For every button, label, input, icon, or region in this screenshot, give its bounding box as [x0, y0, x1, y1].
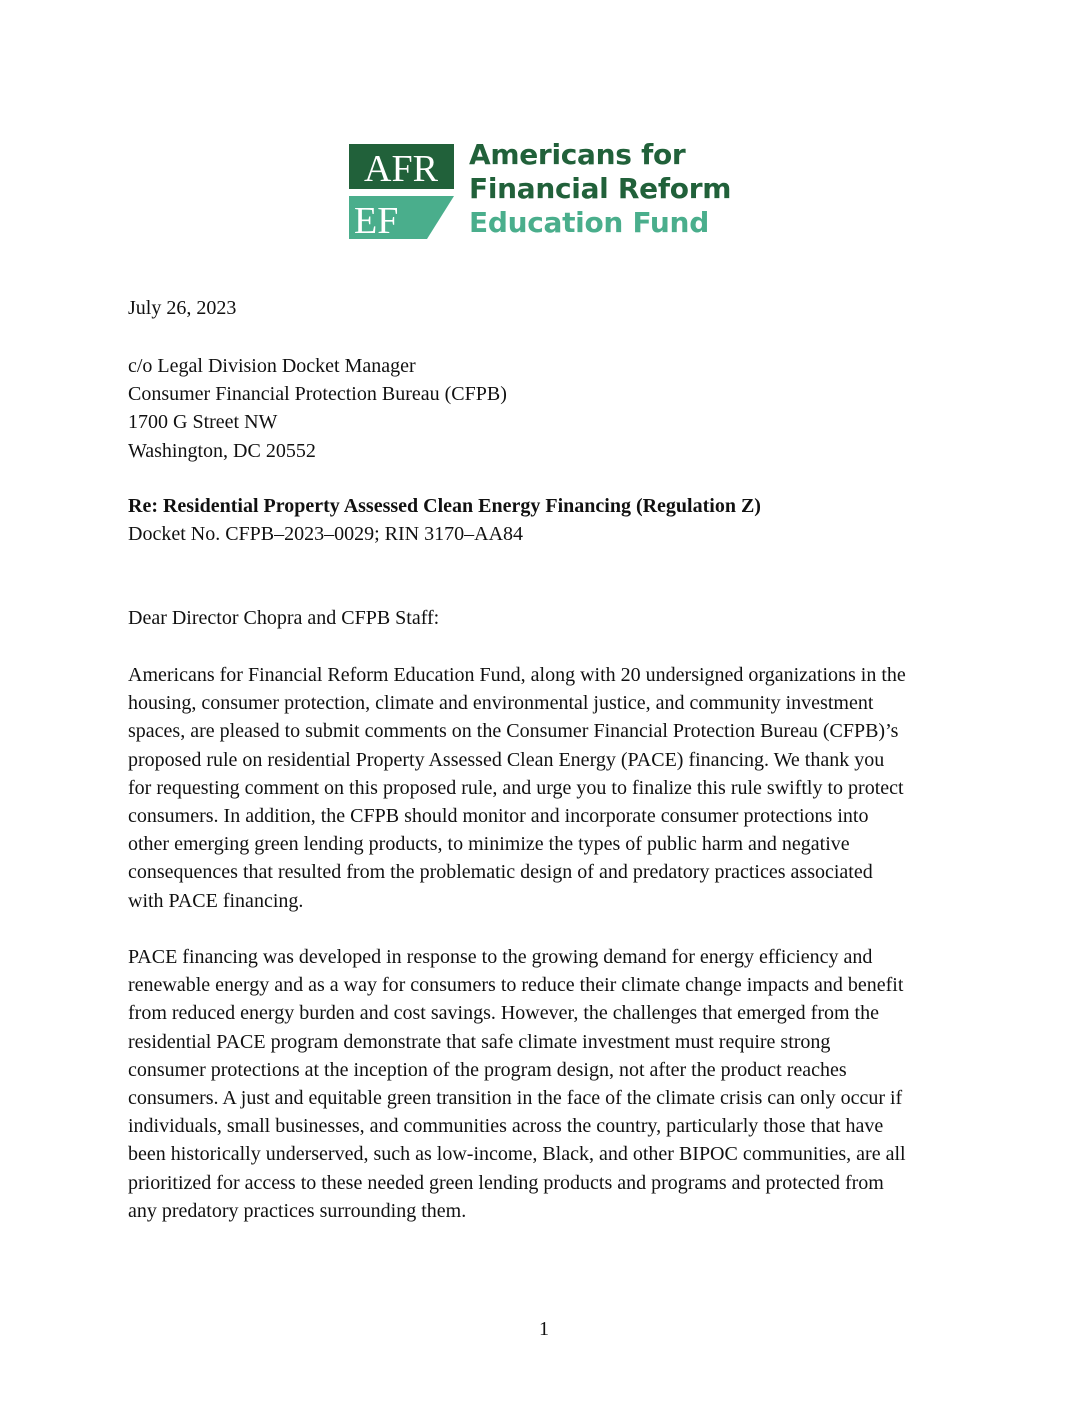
paragraph-line: consequences that resulted from the problematic design of and predatory practices associated: [128, 861, 873, 884]
paragraph-line: been historically underserved, such as low-income, Black, and other BIPOC communities, are all: [128, 1143, 906, 1166]
page-number: 1: [539, 1318, 549, 1340]
docket-number: Docket No. CFPB–2023–0029; RIN 3170–AA84: [128, 523, 524, 546]
subject-block: [128, 492, 761, 548]
body-paragraph-1: [128, 661, 963, 915]
paragraph-line: consumers. A just and equitable green transition in the face of the climate crisis can only occur if: [128, 1087, 903, 1110]
paragraph-line: housing, consumer protection, climate and environmental justice, and community investment: [128, 692, 874, 715]
logo-line-3: Education Fund: [469, 206, 709, 239]
organization-logo: [349, 138, 749, 242]
logo-mark-top-text: AFR: [364, 148, 438, 190]
salutation: Dear Director Chopra and CFPB Staff:: [128, 607, 440, 629]
paragraph-line: renewable energy and as a way for consumers to reduce their climate change impacts and benefit: [128, 974, 904, 997]
paragraph-line: individuals, small businesses, and communities across the country, particularly those that have: [128, 1115, 884, 1138]
paragraph-line: with PACE financing.: [128, 889, 304, 912]
letter-date: July 26, 2023: [128, 297, 237, 319]
paragraph-line: consumers. In addition, the CFPB should monitor and incorporate consumer protections into: [128, 805, 869, 828]
paragraph-line: residential PACE program demonstrate that safe climate investment must require strong: [128, 1030, 831, 1053]
address-line: Washington, DC 20552: [128, 439, 316, 462]
body-paragraph-2: [128, 943, 963, 1225]
paragraph-line: other emerging green lending products, to minimize the types of public harm and negative: [128, 833, 850, 856]
paragraph-line: prioritized for access to these needed green lending products and programs and protected from: [128, 1171, 884, 1194]
address-line: Consumer Financial Protection Bureau (CFPB): [128, 383, 507, 406]
paragraph-line: Americans for Financial Reform Education Fund, along with 20 undersigned organizations in the: [128, 664, 906, 686]
paragraph-line: PACE financing was developed in response to the growing demand for energy efficiency and: [128, 946, 873, 968]
afr-ef-logo-mark: [349, 144, 455, 240]
recipient-address: [128, 352, 507, 465]
paragraph-line: any predatory practices surrounding them.: [128, 1199, 467, 1222]
paragraph-line: spaces, are pleased to submit comments on the Consumer Financial Protection Bureau (CFPB)’s: [128, 720, 899, 743]
address-line: c/o Legal Division Docket Manager: [128, 355, 416, 377]
paragraph-line: consumer protections at the inception of the program design, not after the product reaches: [128, 1058, 847, 1081]
paragraph-line: for requesting comment on this proposed rule, and urge you to finalize this rule swiftly to protect: [128, 776, 904, 799]
paragraph-line: proposed rule on residential Property Assessed Clean Energy (PACE) financing. We thank you: [128, 748, 885, 771]
logo-line-1: Americans for: [469, 138, 686, 171]
logo-line-2: Financial Reform: [469, 172, 732, 205]
logo-mark-bottom-text: EF: [354, 200, 399, 240]
logo-wordmark: [469, 138, 731, 240]
subject-title: Re: Residential Property Assessed Clean Energy Financing (Regulation Z): [128, 495, 761, 517]
paragraph-line: from reduced energy burden and cost savings. However, the challenges that emerged from the: [128, 1002, 879, 1025]
address-line: 1700 G Street NW: [128, 411, 278, 434]
